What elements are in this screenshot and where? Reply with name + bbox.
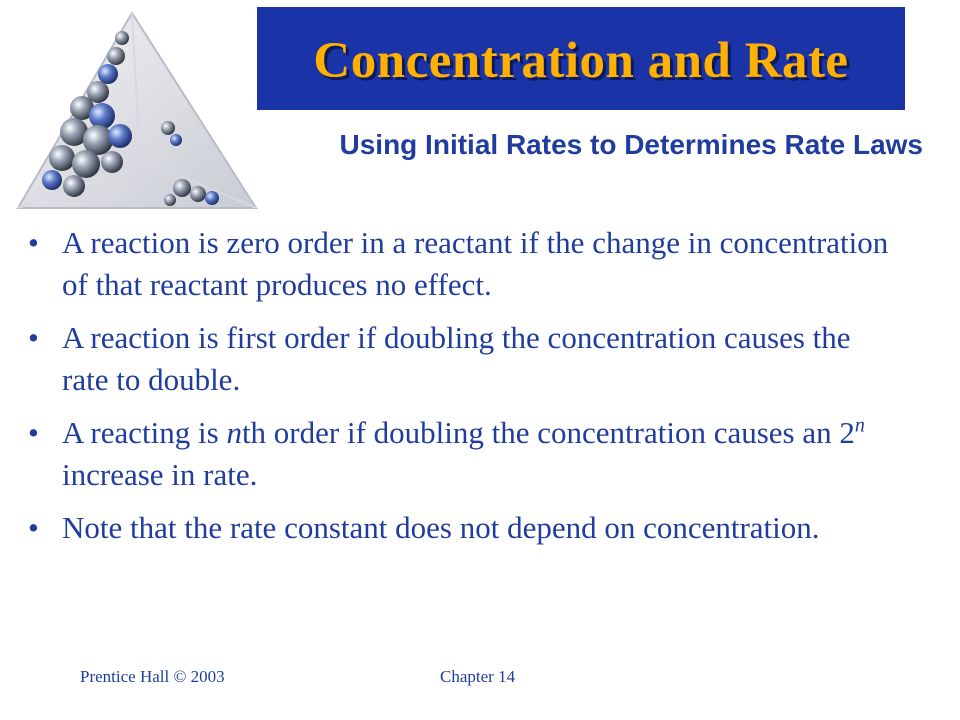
bullet-item bbox=[28, 507, 928, 549]
bullet-dot-icon: • bbox=[28, 320, 39, 355]
bullet-list bbox=[28, 222, 928, 560]
bullet-text: A reaction is zero order in a reactant if the change in concentration of that reactant produces no effect. bbox=[62, 225, 889, 302]
slide-title: Concentration and Rate bbox=[313, 33, 849, 89]
bullet-text-mid: th order if doubling the concentration causes an 2 bbox=[241, 415, 855, 450]
slide-subtitle: Using Initial Rates to Determines Rate Laws bbox=[339, 129, 923, 160]
bullet-text-post: increase in rate. bbox=[62, 457, 258, 492]
bullet-text-sup: n bbox=[854, 414, 865, 437]
bullet-dot-icon: • bbox=[28, 415, 39, 450]
footer-copyright: Prentice Hall © 2003 bbox=[80, 667, 225, 686]
title-bar bbox=[257, 7, 905, 110]
bullet-item bbox=[28, 412, 928, 496]
bullet-dot-icon: • bbox=[28, 510, 39, 545]
molecule-triangle-icon bbox=[12, 8, 262, 218]
bullet-text bbox=[62, 412, 892, 496]
footer-chapter: Chapter 14 bbox=[440, 667, 516, 686]
bullet-text: A reaction is first order if doubling the concentration causes the rate to double. bbox=[62, 320, 851, 397]
bullet-text: Note that the rate constant does not depend on concentration. bbox=[62, 510, 820, 545]
bullet-text-italic: n bbox=[226, 415, 242, 450]
bullet-item bbox=[28, 317, 928, 401]
bullet-text-pre: A reacting is bbox=[62, 415, 227, 450]
bullet-item bbox=[28, 222, 928, 306]
bullet-dot-icon: • bbox=[28, 225, 39, 260]
